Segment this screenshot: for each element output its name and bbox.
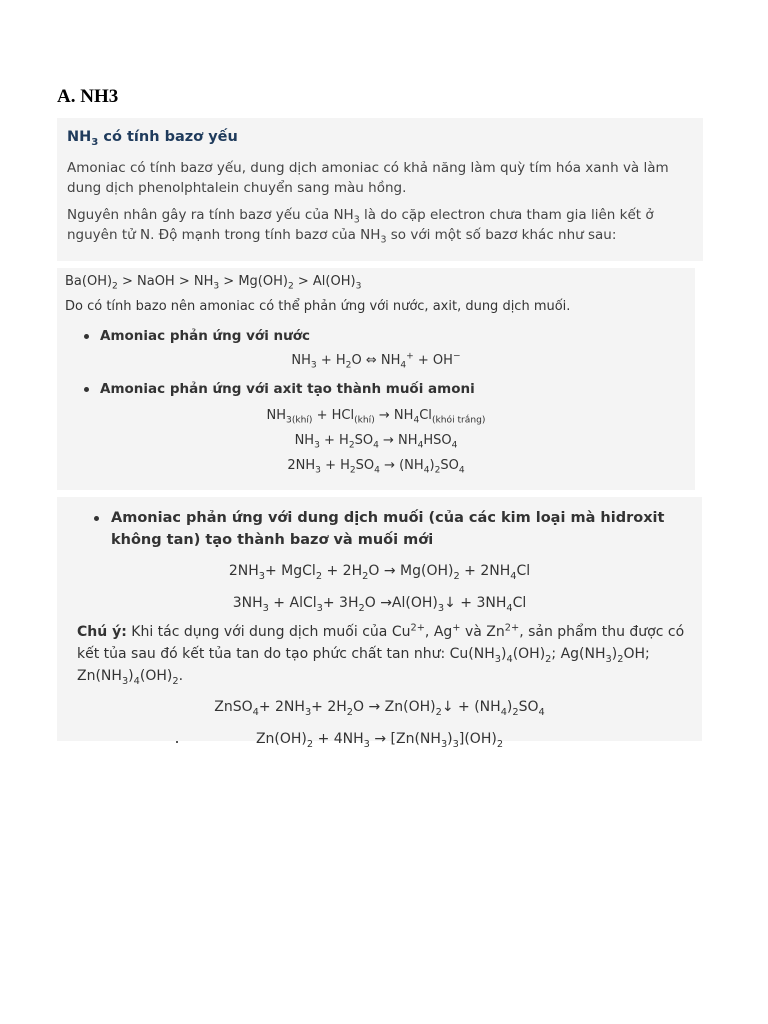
stray-dot [176,741,178,743]
equation: $2NH_3+$ MgCl$_2$ + $2H_2O \to Mg(OH)_2 + 2NH_4Cl$ [228,563,531,582]
paragraph: Amoniac có tính bazơ yếu, dung dịch amoniac có khả năng làm quỳ tím hóa xanh và làm dung dịch phenolphtalein chuyển sang màu hồng. [67,160,669,196]
equation: $NH_3 + H_2SO_4 \to NH_4HSO_4$ [294,433,458,451]
paragraph: Do có tính bazo nên amoniac có thể phản ứng với nước, axit, dung dịch muối. [65,299,571,314]
paragraph: Nguyên nhân gây ra tính bazơ yếu của $NH_3$ là do cặp electron chưa tham gia liên kết ở nguyên tử N. Độ mạnh trong tính bazơ của $NH_3$ so với một số bazơ khác như sau: [67,207,654,246]
note [67,621,692,687]
note-text: Khi tác dụng với dung dịch muối của $Cu^{2+}$, Ag+ và $Zn^{2+}$, sản phẩm thu được có kết tủa sau đó kết tủa tan do tạo phức chất tan như: $Cu(NH_3)_4(OH)_2$; $Ag(NH_3)_2OH$; $Zn(NH_3)_4(OH)_2$. [77,622,685,687]
equation: $NH_{3(khí)} + HCl_{(khí)} \to NH_4Cl_{(khói trắng)}$ [266,408,486,426]
bullet-water-reaction: Amoniac phản ứng với nước [65,326,687,346]
bullet-salt-reaction: Amoniac phản ứng với dung dịch muối (của các kim loại mà hidroxit không tan) tạo thành bazơ và muối mới [67,507,692,551]
equation: $Zn(OH)_2 + 4NH_3 \to [Zn(NH_3)_3](OH)_2$ [255,731,504,750]
bullet-acid-reaction: Amoniac phản ứng với axit tạo thành muối amoni [65,379,687,399]
base-strength-order: $Ba(OH)_2$ > NaOH > $NH_3 > Mg(OH)_2 > Al(OH)_3$ [65,274,362,292]
note-label: Chú ý: [77,624,127,640]
section-reactions [57,268,695,490]
equation: $3NH_3$ + AlCl$_3$+ $3H_2O$ $\to Al(OH)_3↓ + 3NH_4Cl$ [232,595,527,614]
equation: $2NH_3 + H_2SO_4 \to (NH_4)_2SO_4$ [287,458,465,476]
section-salt-reactions [57,497,702,750]
equation: ZnSO$_4$+ $2NH_3+ 2H_2O$ → $Zn(OH)_2↓ + (NH_4)_2SO_4$ [214,699,545,718]
section-basic-property [57,118,703,261]
page-heading: A. NH3 [57,86,119,107]
section-title: $NH_3$ có tính bazơ yếu [67,129,238,148]
equation: $NH_3 + H_2O$ ⇔ $NH_4^+ + OH^-$ [291,351,461,371]
